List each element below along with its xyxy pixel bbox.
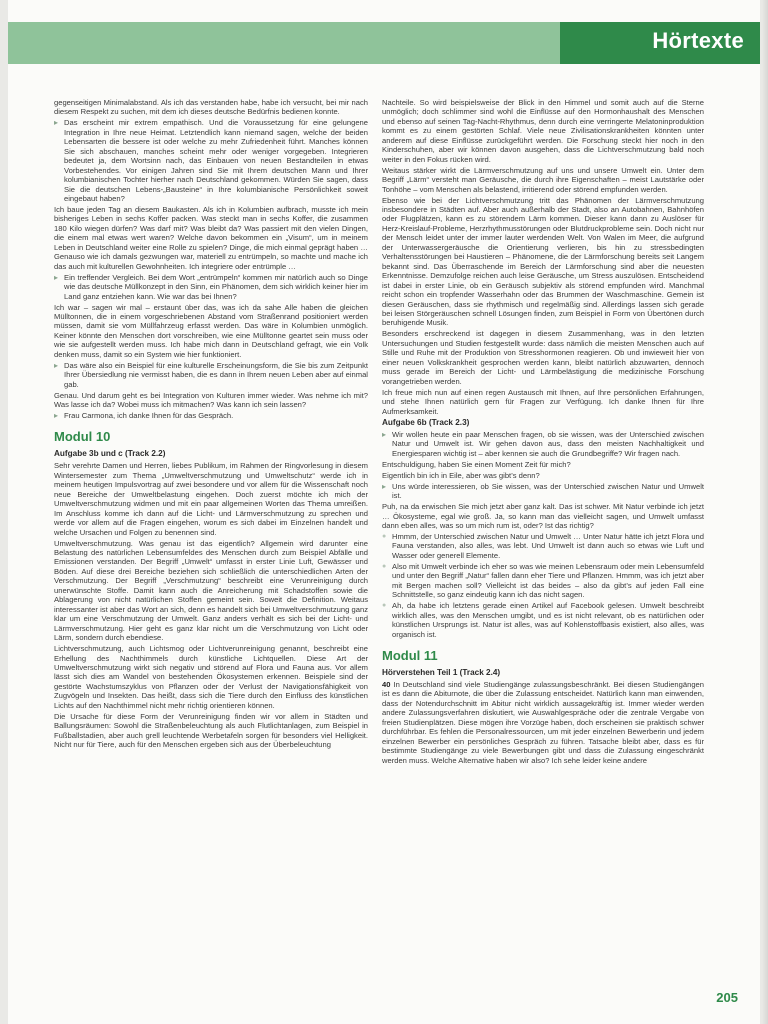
paragraph: Entschuldigung, haben Sie einen Moment Zeit für mich? [382,459,571,469]
paragraph: Ich baue jeden Tag an diesem Baukasten. Als ich in Kolumbien aufbrach, musste ich mein bisheriges Leben in sechs Koffer packen. Was steckt man in sechs Koffer, die zusammen 180 Kilo wiegen dürfen? Was darf mit? Was bleibt da? Was passiert mit den vielen Dingen, die einem mal etwas wert waren? Welche davon bekommen ein „Visum“, um in meinem Leben in Deutschland weiter eine Rolle zu spielen? Dinge, die mich einmal geprägt haben … Genauso wie ich damals gezwungen war, materiell zu entrümpeln, so machte und mache ich das auch mit kulturellen Gewohnheiten. Ich integriere oder entrümple … [54,204,368,271]
left-column [54,98,368,751]
paragraph-text: In Deutschland sind viele Studiengänge zulassungsbeschränkt. Bei diesen Studiengängen ist es dann die Abiturnote, die über die Zulassung entscheidet. Natürlich kann man einwenden, dass der Notendurchschnitt im Abitur nicht wirklich aussagekräftig ist. Immer wieder werden andere Zulassungsverfahren diskutiert, wie Auswahlgespräche oder die zentrale Vergabe von freien Studienplätzen. Diese mögen ihre Vorzüge haben, doch erscheinen sie praktisch schwer durchführbar. Es fehlen die Personalressourcen, um mit jeder einzelnen Bewerberin und jedem einzelnen Bewerber ein persönliches Gespräch zu führen. Tatsache bleibt aber, dass es für bestimmte Studiengänge zu viele Bewerbungen gibt und dass die Zulassung eingeschränkt werden muss. Welche Alternative haben wir also? Ich sehe leider keine andere [382,679,704,765]
paragraph: Nachteile. So wird beispielsweise der Blick in den Himmel und somit auch auf die Sterne unmöglich; doch schlimmer sind wohl die Einflüsse auf den Hormonhaushalt des Menschen und ebenso auf seinen Tag-Nacht-Rhythmus, denn durch eine verringerte Melatoninproduktion kommt es zu einem gestörten Schlaf. Viele neue Zivilisationskrankheiten könnten unter anderem auf diese Einflüsse zurückgeführt werden. Die Forschung steckt hier noch in den Kinderschuhen, aber wir können davon ausgehen, dass die Lichtverschmutzung bald noch weiter in den Fokus rücken wird. [382,98,704,164]
speaker-paragraph: ▸ Das erscheint mir extrem empathisch. Und die Voraussetzung für eine gelungene Integration in Ihre neue Heimat. Letztendlich kann niemand sagen, welche der beiden Lebensarten die bessere ist oder welche zu mehr Zufriedenheit führt. Manches können Sie sich abschauen, manches scheint mehr oder weniger vorgegeben. Integrieren bedeutet ja, dem Wortsinn nach, das Einbauen von neuen Bestandteilen in etwas Vorbestehendes. Vor einigen Jahren sind Sie mit Ihrem deutschen Mann und Ihrer kolumbianischen Tochter hierher nach Deutschland gekommen. Würden Sie sagen, dass Sie die deutschen Lebens-„Bausteine“ in Ihre kolumbianische Persönlichkeit soweit eingebaut haben? [54,118,368,203]
page-edge-shadow [762,0,768,1024]
paragraph: Die Ursache für diese Form der Verunreinigung finden wir vor allem in Städten und Ballungsräumen: Sowohl die Straßenbeleuchtung als auch Flutlichtanlagen, zum Beispiel in Fußballstadien, aber auch grell leuchtende Werbetafeln sorgen für besonders viel Helligkeit. Nicht nur für Tiere, auch für den Menschen ergeben sich aus der Überbeleuchtung [54,711,368,750]
item-number: 40 [382,679,391,689]
modul-heading: Modul 10 [54,429,111,445]
paragraph: Eigentlich bin ich in Eile, aber was gibt’s denn? [382,470,540,480]
modul-heading: Modul 11 [382,647,438,663]
header-bar [8,22,760,64]
paragraph: Sehr verehrte Damen und Herren, liebes Publikum, im Rahmen der Ringvorlesung in diesem Wintersemester zum Thema „Umweltverschmutzung und Umweltschutz“ werde ich in meinem heutigen Impulsvortrag auf zwei besondere und vor allem für die Wissenschaft noch neue Bereiche der Umweltbelastung eingehen. Doch zuerst möchte ich mich der Umweltverschmutzung widmen und mit ein paar allgemeinen Worten das Thema umreißen. Im Anschluss komme ich dann auf die Licht- und Lärmverschmutzung zu sprechen und werde vor allem auf die Fragen eingehen, worum es sich dabei im Einzelnen handelt und welche Ursachen und Folgen zu benennen sind. [54,461,368,537]
respondent-paragraph: ● Hmmm, der Unterschied zwischen Natur und Umwelt … Unter Natur hätte ich jetzt Flora und Fauna verstanden, also alles, was lebt. Und Umwelt ist dann auch so etwas wie Luft und Wasser oder generell Elemente. [382,532,704,560]
paragraph: Puh, na da erwischen Sie mich jetzt aber ganz kalt. Das ist schwer. Mit Natur verbinde ich jetzt … Ökosysteme, egal wie groß. Ja, so kann man das vielleicht sagen, und Umwelt umfasst dann eben alles, was so um mich rum ist, oder? Ist das richtig? [382,502,704,531]
right-column [382,98,704,767]
paragraph: Besonders erschreckend ist dagegen in diesem Zusammenhang, was in den letzten Untersuchungen und Studien festgestellt wurde: dass nämlich die meisten Menschen auch auf Stille und Ruhe mit der Produktion von Stresshormonen reagieren. Ob und inwieweit hier von einer neuen Volkskrankheit gesprochen werden kann, bleibt natürlich abzuwarten, dennoch muss gerade im Bereich der Licht- und Lärmbelästigung die medizinische Forschung vorangetrieben werden. [382,329,704,386]
paragraph: Lichtverschmutzung, auch Lichtsmog oder Lichtverunreinigung genannt, beschreibt eine Erhellung des Nachthimmels durch künstliche Lichtquellen. Diese Art der Umweltverschmutzung wirkt sich negativ und störend auf Flora und Fauna aus. Vor allem lässt sich dies am Wandel von bestehenden Ökosystemen erkennen. Beispiele sind der gestörte Wachstumszyklus von Pflanzen oder der Verlust der Navigationsfähigkeit von Zugvögeln und Insekten. Das heißt, dass sich die Tiere durch den Einfluss des künstlichen Lichts auf den Nachthimmel nicht mehr richtig orientieren können. [54,644,368,710]
respondent-paragraph: ● Ah, da habe ich letztens gerade einen Artikel auf Facebook gelesen. Umwelt beschreibt wirklich alles, was den Menschen umgibt, und es ist nicht relevant, ob es natürlichen oder künstlichen Ursprungs ist. Natur ist alles, was auf Kohlenstoffbasis existiert, also alles, was organisch ist. [382,601,704,639]
paragraph: Umweltverschmutzung. Was genau ist das eigentlich? Allgemein wird darunter eine Belastung des natürlichen Lebensumfeldes des Menschen durch zum Beispiel Abfälle und Emissionen verstanden. Der Begriff „Umwelt“ umfasst in erster Linie Luft, Gewässer und Böden. Auf diese drei Bereiche beziehen sich schließlich die unterschiedlichen Arten der Verschmutzung. Der Begriff „Verschmutzung“ beschreibt eine Verunreinigung durch unerwünschte Stoffe. Damit kann auch die Anreicherung mit Schadstoffen sowie die Ablagerung von nicht natürlichen Stoffen gemeint sein. Soweit die Definition. Weitaus interessanter ist aber das Wort an sich, denn es handelt sich bei Umweltverschmutzung ganz klar um eine Verschmutzung der Umwelt. Ganz anders verhält es sich bei der Licht- und Lärmverschmutzung. Hier geht es ganz klar nicht um die Verschmutzung von Licht oder Lärm, sondern durch ebendiese. [54,538,368,643]
page-number: 205 [716,990,738,1005]
paragraph: Ich war – sagen wir mal – erstaunt über das, was ich da sahe Alle haben die gleichen Mülltonnen, die in einem vorgeschriebenen Abstand vom Straßenrand positioniert werden müssen, damit sie vom Müllfahrzeug erfasst werden. Das wäre in Kolumbien unmöglich. Keiner könnte den Menschen dort vorschreiben, wie eine Mülltonne geartet sein muss oder wie sie aufgestellt werden muss. Ich habe mich dann in Deutschland gefragt, wie ein Volk denken muss, damit so ein System wie hier funktioniert. [54,302,368,359]
speaker-paragraph: ▸ Ein treffender Vergleich. Bei dem Wort „entrümpeln“ kommen mir natürlich auch so Dinge wie das deutsche Müllkonzept in den Sinn, ein Phänomen, dem sich wirklich keiner hier im Land ganz entziehen kann. Wie war das bei Ihnen? [54,273,368,301]
section-title: Hörtexte [652,28,744,53]
speaker-paragraph: ▸ Das wäre also ein Beispiel für eine kulturelle Erscheinungsform, die Sie bis zum Zeitpunkt Ihrer Übersiedlung nie vermisst haben, die es dann in Ihrem neuen Leben aber auf einmal gab. [54,361,368,389]
task-heading: Hörverstehen Teil 1 (Track 2.4) [382,667,501,677]
speaker-paragraph: ▸ Wir wollen heute ein paar Menschen fragen, ob sie wissen, was der Unterschied zwischen Natur und Umwelt ist. Wir gehen davon aus, dass den meisten Nachhaltigkeit und Energiesparen wichtig ist – aber kennen sie auch die Grundbegriffe? Wir fragen nach. [382,430,704,458]
respondent-paragraph: ● Also mit Umwelt verbinde ich eher so was wie meinen Lebensraum oder mein Lebensumfeld und unter den Begriff „Natur“ fallen dann eher Tiere und Pflanzen. Hmmm, was ich jetzt aber mit Bergen machen soll? Vielleicht ist das beides – also da gibt’s auf jeden Fall eine Schnittstelle, so ganz eindeutig kann ich das nicht sagen. [382,562,704,600]
numbered-paragraph [382,680,704,765]
task-heading: Aufgabe 6b (Track 2.3) [382,417,470,427]
speaker-paragraph: ▸ Uns würde interessieren, ob Sie wissen, was der Unterschied zwischen Natur und Umwelt ist. [382,482,704,501]
task-heading: Aufgabe 3b und c (Track 2.2) [54,449,166,459]
speaker-paragraph: ▸ Frau Carmona, ich danke Ihnen für das Gespräch. [54,411,368,420]
paragraph: Weitaus stärker wirkt die Lärmverschmutzung auf uns und unsere Umwelt ein. Unter dem Begriff „Lärm“ versteht man Geräusche, die durch ihre Eigenschaften – meist Lautstärke oder Tonhöhe – vom Menschen als belastend, irritierend oder störend empfunden werden. [382,165,704,194]
paragraph: gegenseitigen Minimalabstand. Als ich das verstanden habe, habe ich versucht, bei mir nach diesem Respekt zu suchen, mit dem ich dieses deutsche Bedürfnis bedienen konnte. [54,98,368,117]
paragraph: Ebenso wie bei der Lichtverschmutzung tritt das Phänomen der Lärmverschmutzung insbesondere in Städten auf. Aber auch außerhalb der Stadt, also an Autobahnen, Bahnhöfen oder Flugplätzen, kann es zu störendem Lärm kommen. Dieser kann dann zu Auslöser für Herz-Kreislauf-Probleme, Herzrhythmusstörungen oder Blutdruckprobleme sein. Doch nicht nur der Mensch leidet unter der immer lauter werdenden Welt. Von Walen im Meer, die aufgrund der Unterwassergeräusche die Orientierung verlieren, bis hin zu stressbedingten Verhaltensstörungen bei Haustieren – Phänomene, die der Lärmforschung bereits seit Langem bekannt sind. Das Überraschende im Bereich der Lärmforschung sind aber die neuesten Erkenntnisse. Demzufolge reichen auch leise Geräusche, um Stress auszulösen. Entscheidend ist dabei in erster Linie, ob ein Geräusch subjektiv als störend empfunden wird. Manchmal reicht schon ein tropfender Wasserhahn oder das Brummen der Waschmaschine. Gemein ist diesen Geräuschen, dass sie rhythmisch und regelmäßig sind. Allerdings lassen sich gerade bei leisen Störgeräuschen schnell Lösungen finden, zum Beispiel in Form von Übertönen durch beruhigende Musik. [382,195,704,328]
paragraph: Genau. Und darum geht es bei Integration von Kulturen immer wieder. Was nehme ich mit? Was lasse ich da? Wobei muss ich mitmachen? Was kann ich sein lassen? [54,390,368,410]
paragraph: Ich freue mich nun auf einen regen Austausch mit Ihnen, auf Ihre persönlichen Erfahrungen, und stehe Ihnen natürlich gern für Fragen zur Verfügung. Ich danke Ihnen für Ihre Aufmerksamkeit. [382,387,704,416]
